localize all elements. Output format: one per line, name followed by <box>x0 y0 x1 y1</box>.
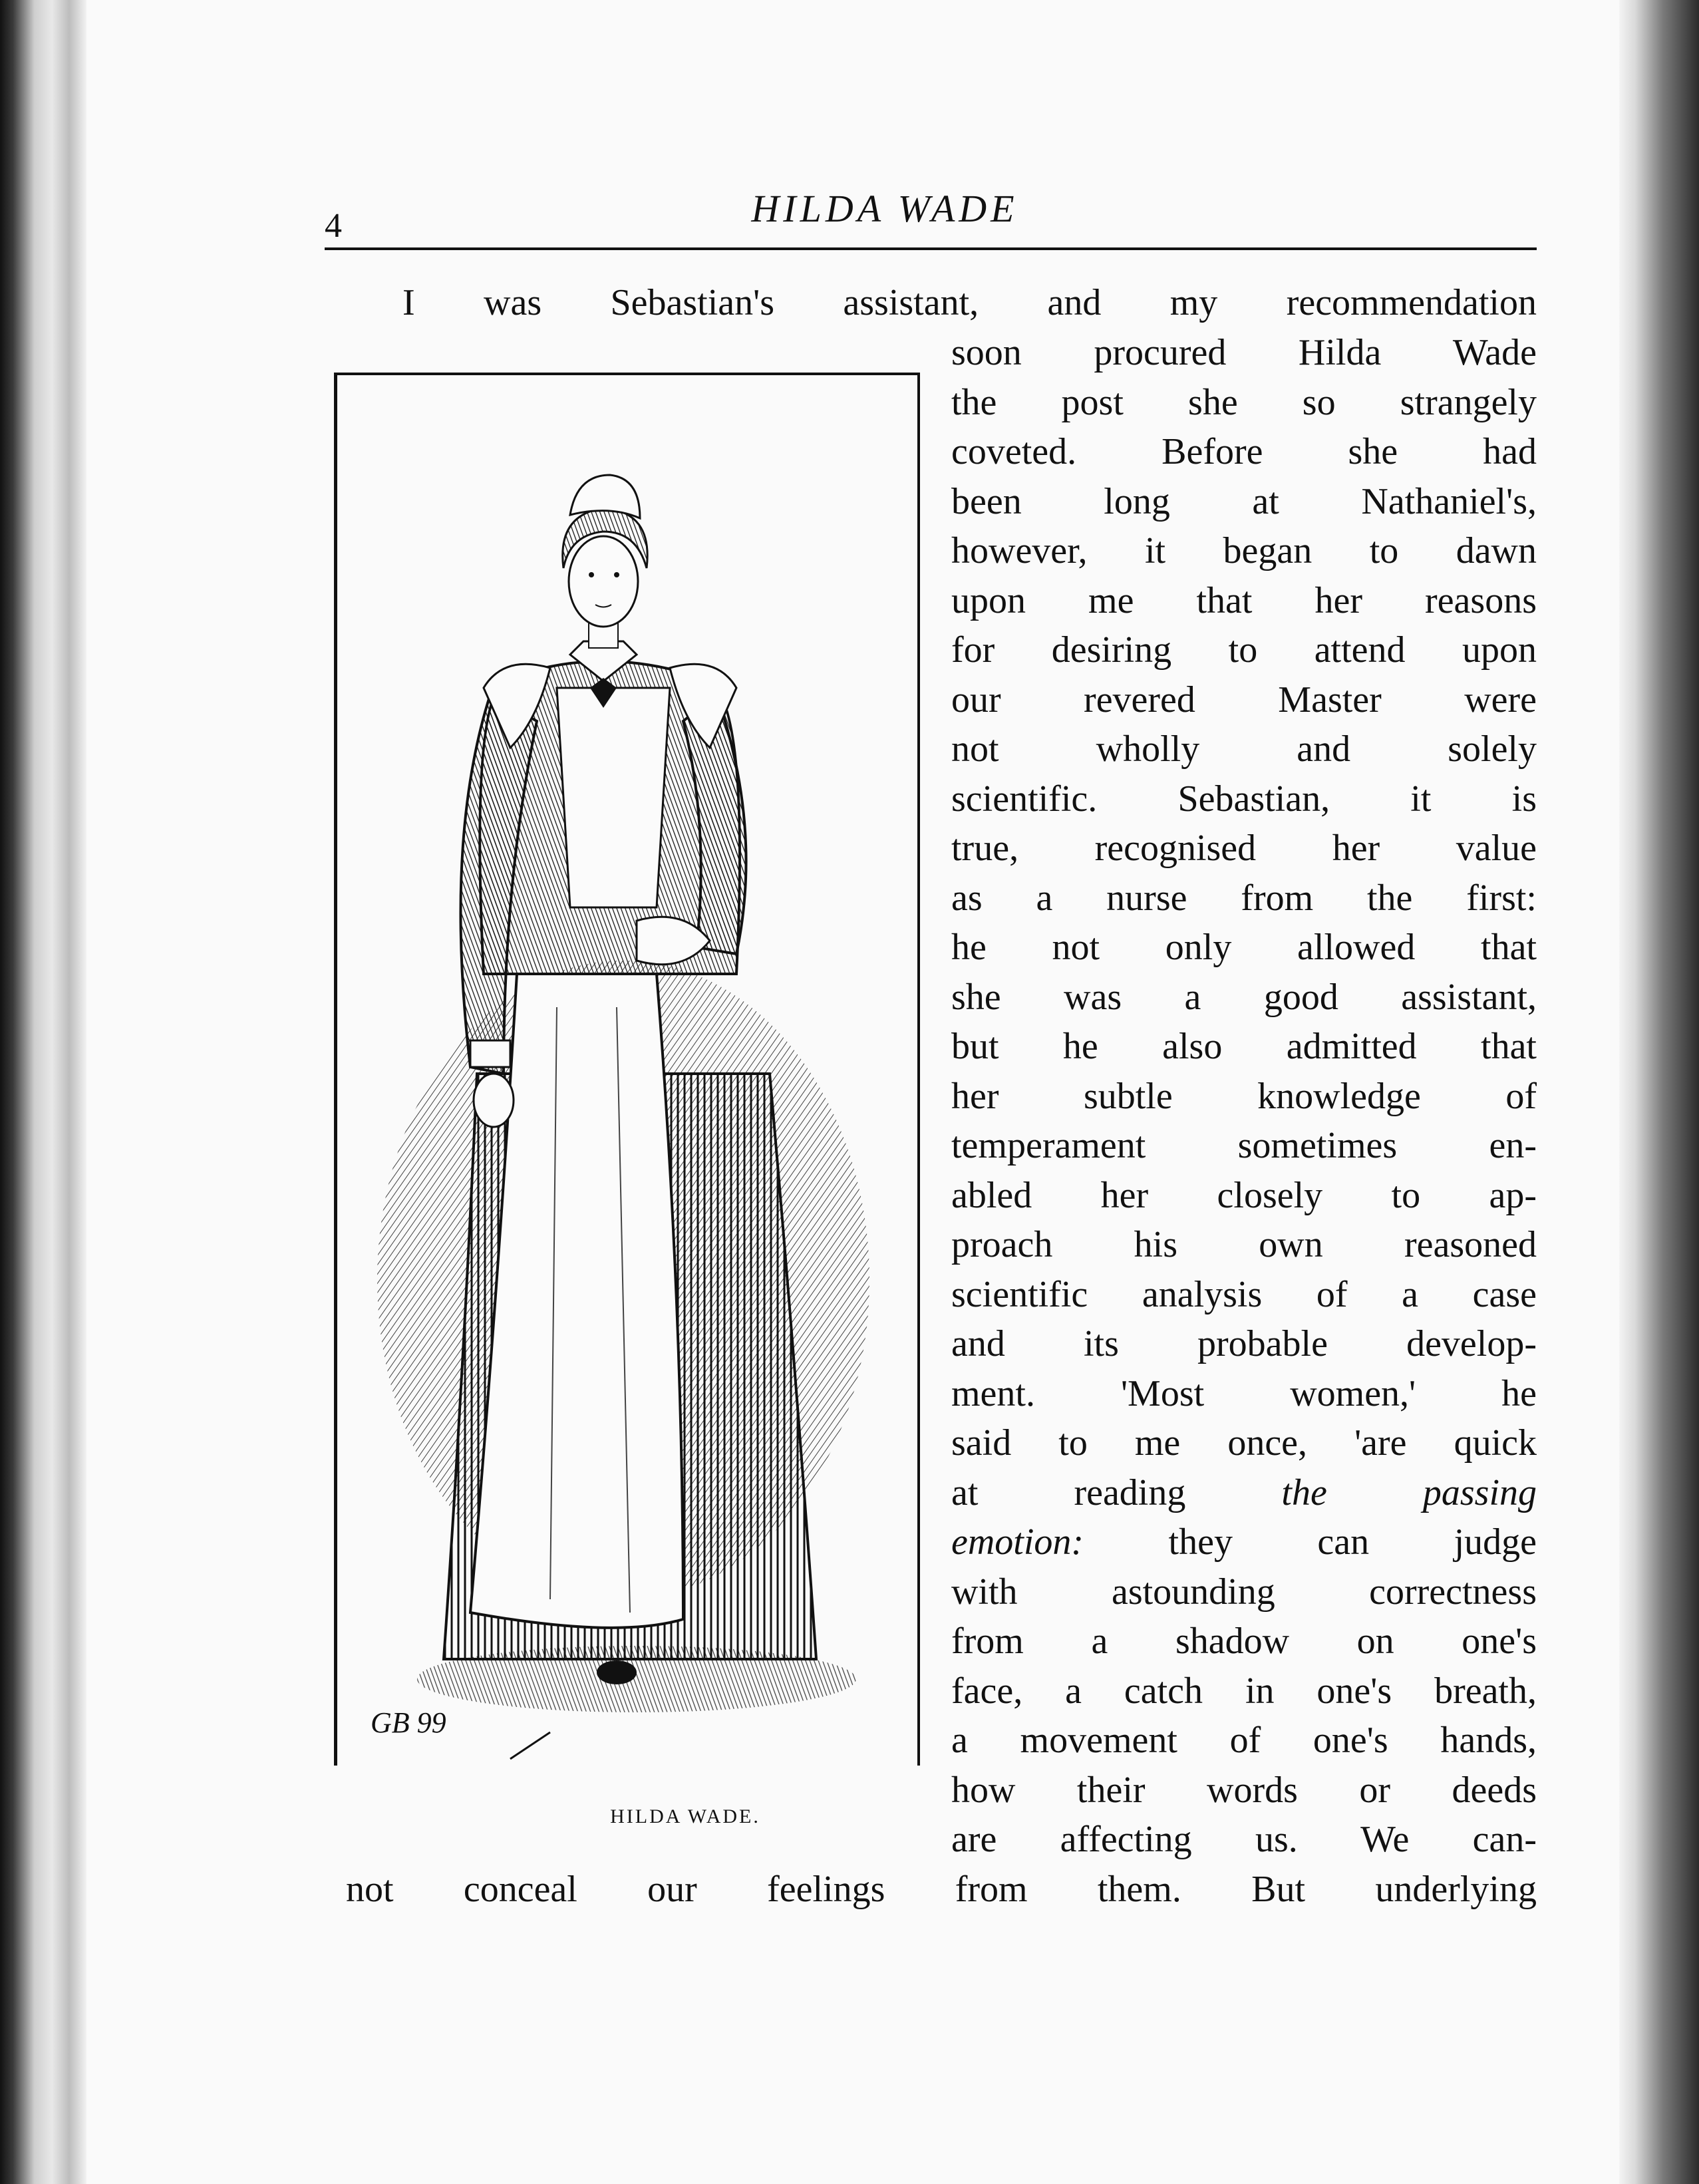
text-line: scientific. Sebastian, it is <box>951 778 1537 820</box>
text-line: true, recognised her value <box>951 828 1537 869</box>
book-binding <box>0 0 86 2184</box>
text-line: proach his own reasoned <box>951 1224 1537 1265</box>
page-edge <box>1619 0 1699 2184</box>
book-page <box>86 0 1619 2184</box>
text-line: her subtle knowledge of <box>951 1075 1537 1117</box>
illustration-frame <box>334 373 920 1766</box>
text-line: our revered Master were <box>951 679 1537 720</box>
text-line: face, a catch in one's breath, <box>951 1670 1537 1712</box>
text-line: coveted. Before she had <box>951 431 1537 472</box>
text-line: are affecting us. We can- <box>951 1819 1537 1860</box>
text-line: however, it began to dawn <box>951 530 1537 571</box>
text-line-last: not conceal our feelings from them. But underlying <box>346 1869 1537 1910</box>
text-line-italic: emotion: they can judge <box>951 1521 1537 1563</box>
text-line: as a nurse from the first: <box>951 877 1537 919</box>
text-line: he not only allowed that <box>951 927 1537 968</box>
text-line: been long at Nathaniel's, <box>951 480 1537 522</box>
text-line: a movement of one's hands, <box>951 1720 1537 1761</box>
running-title: HILDA WADE <box>751 187 1018 230</box>
text-line: from a shadow on one's <box>951 1621 1537 1662</box>
figure-caption: HILDA WADE. <box>610 1805 760 1827</box>
text-line: temperament sometimes en- <box>951 1125 1537 1166</box>
text-line: scientific analysis of a case <box>951 1273 1537 1315</box>
text-line: not wholly and solely <box>951 728 1537 770</box>
text-line: for desiring to attend upon <box>951 629 1537 671</box>
text-line: abled her closely to ap- <box>951 1174 1537 1216</box>
text-line: and its probable develop- <box>951 1323 1537 1364</box>
text-line: upon me that her reasons <box>951 579 1537 621</box>
text-line: how their words or deeds <box>951 1769 1537 1811</box>
text-line: with astounding correctness <box>951 1571 1537 1613</box>
page-number: 4 <box>325 207 342 245</box>
text-line: but he also admitted that <box>951 1026 1537 1067</box>
text-line-first: I was Sebastian's assistant, and my recommendation <box>402 282 1537 323</box>
text-line-italic: at reading the passing <box>951 1472 1537 1513</box>
header-rule <box>325 247 1537 250</box>
nurse-illustration <box>337 375 917 1766</box>
text-line: ment. 'Most women,' he <box>951 1372 1537 1414</box>
artist-signature: GB 99 <box>371 1706 446 1739</box>
text-line: she was a good assistant, <box>951 976 1537 1018</box>
text-line: said to me once, 'are quick <box>951 1422 1537 1464</box>
text-line: soon procured Hilda Wade <box>951 332 1537 373</box>
text-line: the post she so strangely <box>951 381 1537 423</box>
